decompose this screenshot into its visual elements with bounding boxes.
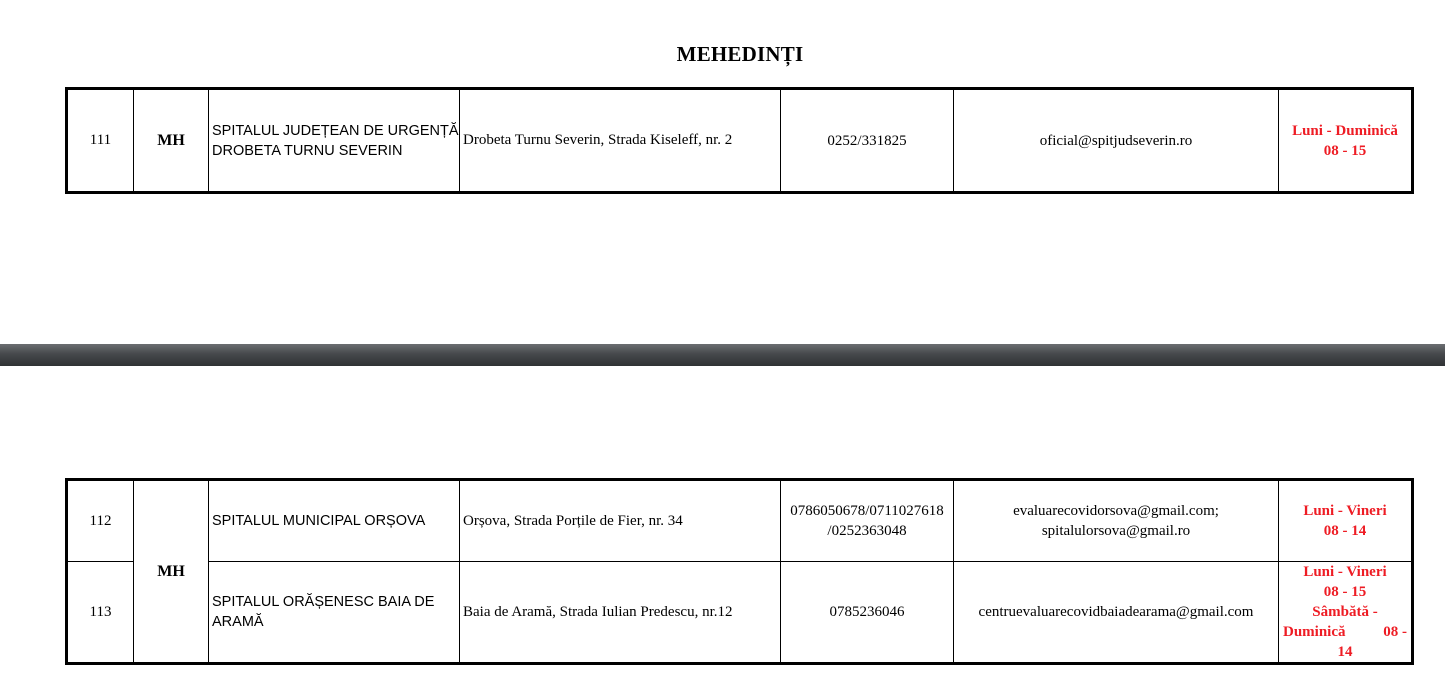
hospital-address: Drobeta Turnu Severin, Strada Kiseleff, nr. 2: [460, 89, 781, 193]
phone-line: 0786050678/0711027618: [790, 503, 944, 519]
hospital-table-top: [65, 87, 1414, 194]
page-separator-band: [0, 344, 1445, 366]
phone-line: /0252363048: [827, 523, 907, 539]
schedule-days: Luni - Duminică: [1292, 122, 1398, 139]
table-row: [67, 89, 1413, 193]
schedule-hours: 08 - 14: [1323, 523, 1367, 539]
schedule: [1279, 562, 1413, 664]
hospital-phone: 0785236046: [781, 562, 954, 664]
schedule-hours: 08 - 15: [1323, 584, 1367, 600]
schedule-weekend-hours-end: 14: [1337, 644, 1353, 660]
schedule-days: Luni - Vineri: [1303, 564, 1387, 580]
email-line[interactable]: evaluarecovidorsova@gmail.com;: [1013, 503, 1219, 519]
hospital-phone: [781, 480, 954, 562]
table-row: [67, 480, 1413, 562]
schedule-weekend-day: Duminică: [1283, 624, 1346, 640]
county-title: MEHEDINȚI: [676, 42, 804, 66]
row-number: 112: [67, 480, 134, 562]
hospital-name: SPITALUL ORĂȘENESC BAIA DE ARAMĂ: [209, 562, 460, 664]
email-line[interactable]: spitalulorsova@gmail.ro: [1041, 523, 1191, 539]
hospital-table-bottom: [65, 478, 1414, 665]
row-number: 111: [67, 89, 134, 193]
hospital-email[interactable]: centruevaluarecovidbaiadearama@gmail.com: [954, 562, 1279, 664]
county-code: MH: [134, 89, 209, 193]
schedule-weekend-hours-start: 08 -: [1383, 624, 1407, 640]
hospital-name: SPITALUL MUNICIPAL ORȘOVA: [209, 480, 460, 562]
hospital-name: SPITALUL JUDEȚEAN DE URGENȚĂ DROBETA TURNU SEVERIN: [209, 89, 460, 193]
schedule-weekend-days: Sâmbătă -: [1312, 604, 1378, 620]
schedule-hours: 08 - 15: [1323, 142, 1367, 159]
schedule-weekend-line: [1279, 622, 1411, 642]
hospital-phone: 0252/331825: [781, 89, 954, 193]
table-row: [67, 562, 1413, 664]
schedule: [1279, 89, 1413, 193]
hospital-email[interactable]: oficial@spitjudseverin.ro: [954, 89, 1279, 193]
hospital-address: Baia de Aramă, Strada Iulian Predescu, nr.12: [460, 562, 781, 664]
schedule-days: Luni - Vineri: [1303, 503, 1387, 519]
county-code: MH: [134, 480, 209, 664]
schedule: [1279, 480, 1413, 562]
hospital-address: Orșova, Strada Porțile de Fier, nr. 34: [460, 480, 781, 562]
hospital-email: [954, 480, 1279, 562]
row-number: 113: [67, 562, 134, 664]
